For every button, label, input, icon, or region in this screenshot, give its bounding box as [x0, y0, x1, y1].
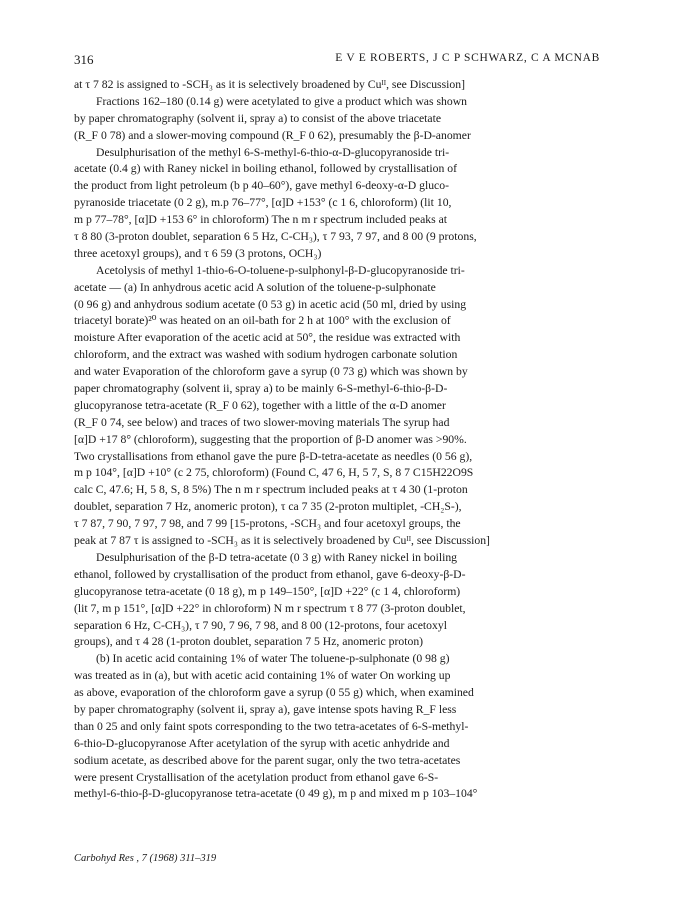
text-line: pyranoside triacetate (0 2 g), m.p 76–77°, [α]D +153° (c 1 6, chloroform) (lit 10,: [74, 196, 452, 210]
text-line: was treated as in (a), but with acetic acid containing 1% of water On working up: [74, 669, 451, 683]
text-line: Desulphurisation of the methyl 6-S-methyl-6-thio-α-D-glucopyranoside tri-: [96, 145, 450, 159]
text-line: (0 96 g) and anhydrous sodium acetate (0 53 g) in acetic acid (50 ml, dried by using: [74, 297, 467, 311]
text-line: glucopyranose tetra-acetate (0 18 g), m p 149–150°, [α]D +22° (c 1 4, chloroform): [74, 584, 461, 598]
text-line: [α]D +17 8° (chloroform), suggesting that the proportion of β-D anomer was >90%.: [74, 432, 467, 446]
text-line: at τ 7 82 is assigned to -SCH₃ as it is selectively broadened by Cuᴵᴵ, see Discussion]: [74, 78, 465, 91]
text-line: τ 7 87, 7 90, 7 97, 7 98, and 7 99 [15-protons, -SCH₃ and four acetoxyl groups, the: [74, 517, 461, 531]
text-line: (R_F 0 78) and a slower-moving compound (R_F 0 62), presumably the β-D-anomer: [74, 128, 471, 142]
text-line: Fractions 162–180 (0.14 g) were acetylated to give a product which was shown: [96, 94, 467, 108]
journal-citation: Carbohyd Res , 7 (1968) 311–319: [74, 853, 217, 864]
text-line: τ 8 80 (3-proton doublet, separation 6 5 Hz, C-CH₃), τ 7 93, 7 97, and 8 00 (9 protons,: [74, 230, 477, 244]
text-line: than 0 25 and only faint spots corresponding to the two tetra-acetates of 6-S-methyl-: [74, 719, 469, 733]
text-line: by paper chromatography (solvent ii, spray a), gave intense spots having R_F less: [74, 702, 457, 716]
text-line: Two crystallisations from ethanol gave the pure β-D-tetra-acetate as needles (0 56 g),: [74, 449, 473, 463]
text-line: (b) In acetic acid containing 1% of water The toluene-p-sulphonate (0 98 g): [96, 652, 450, 666]
text-line: chloroform, and the extract was washed with sodium hydrogen carbonate solution: [74, 348, 458, 362]
text-line: groups), and τ 4 28 (1-proton doublet, separation 7 5 Hz, anomeric proton): [74, 635, 424, 649]
text-line: moisture After evaporation of the acetic acid at 50°, the residue was extracted with: [74, 331, 461, 345]
text-line: three acetoxyl groups), and τ 6 59 (3 protons, OCH₃): [74, 246, 322, 260]
text-line: (R_F 0 74, see below) and traces of two slower-moving materials The syrup had: [74, 415, 450, 429]
text-line: and water Evaporation of the chloroform gave a syrup (0 73 g) which was shown by: [74, 365, 468, 379]
text-line: separation 6 Hz, C-CH₃), τ 7 90, 7 96, 7 98, and 8 00 (12-protons, four acetoxyl: [74, 618, 447, 632]
text-line: acetate (0.4 g) with Raney nickel in boiling ethanol, followed by crystallisation of: [74, 162, 457, 176]
text-line: acetate — (a) In anhydrous acetic acid A solution of the toluene-p-sulphonate: [74, 280, 436, 294]
text-line: calc C, 47.6; H, 5 8, S, 8 5%) The n m r spectrum included peaks at τ 4 30 (1-proton: [74, 483, 468, 497]
running-title: E V E ROBERTS, J C P SCHWARZ, C A MCNAB: [335, 52, 600, 64]
article-body: [74, 77, 602, 803]
text-line: m p 77–78°, [α]D +153 6° in chloroform) The n m r spectrum included peaks at: [74, 213, 448, 227]
text-line: by paper chromatography (solvent ii, spray a) to consist of the above triacetate: [74, 111, 442, 125]
text-line: doublet, separation 7 Hz, anomeric proton), τ ca 7 35 (2-proton multiplet, -CH₂S-),: [74, 500, 462, 514]
text-line: methyl-6-thio-β-D-glucopyranose tetra-acetate (0 49 g), m p and mixed m p 103–104°: [74, 787, 478, 801]
text-line: ethanol, followed by crystallisation of the product from ethanol, gave 6-deoxy-β-D-: [74, 567, 466, 581]
text-line: were present Crystallisation of the acetylation product from ethanol gave 6-S-: [74, 770, 439, 784]
text-line: 6-thio-D-glucopyranose After acetylation of the syrup with acetic anhydride and: [74, 736, 450, 750]
text-line: paper chromatography (solvent ii, spray a) to be mainly 6-S-methyl-6-thio-β-D-: [74, 382, 448, 396]
page-header: [74, 52, 600, 70]
text-line: as above, evaporation of the chloroform gave a syrup (0 55 g) which, when examined: [74, 686, 474, 700]
page-number: 316: [74, 52, 94, 67]
text-line: m p 104°, [α]D +10° (c 2 75, chloroform) (Found C, 47 6, H, 5 7, S, 8 7 C15H22O9S: [74, 466, 474, 480]
text-line: triacetyl borate)²⁰ was heated on an oil-bath for 2 h at 100° with the exclusion of: [74, 314, 451, 328]
text-line: Desulphurisation of the β-D tetra-acetate (0 3 g) with Raney nickel in boiling: [96, 550, 458, 564]
text-line: sodium acetate, as described above for the parent sugar, only the two tetra-acetates: [74, 753, 461, 767]
text-line: (lit 7, m p 151°, [α]D +22° in chloroform) N m r spectrum τ 8 77 (3-proton doublet,: [74, 601, 466, 615]
text-line: the product from light petroleum (b p 40–60°), gave methyl 6-deoxy-α-D gluco-: [74, 179, 449, 193]
text-line: glucopyranose tetra-acetate (R_F 0 62), together with a little of the α-D anomer: [74, 398, 446, 412]
text-line: Acetolysis of methyl 1-thio-6-O-toluene-p-sulphonyl-β-D-glucopyranoside tri-: [96, 263, 465, 277]
text-line: peak at 7 87 τ is assigned to -SCH₃ as it is selectively broadened by Cuᴵᴵ, see Discussion]: [74, 534, 490, 548]
